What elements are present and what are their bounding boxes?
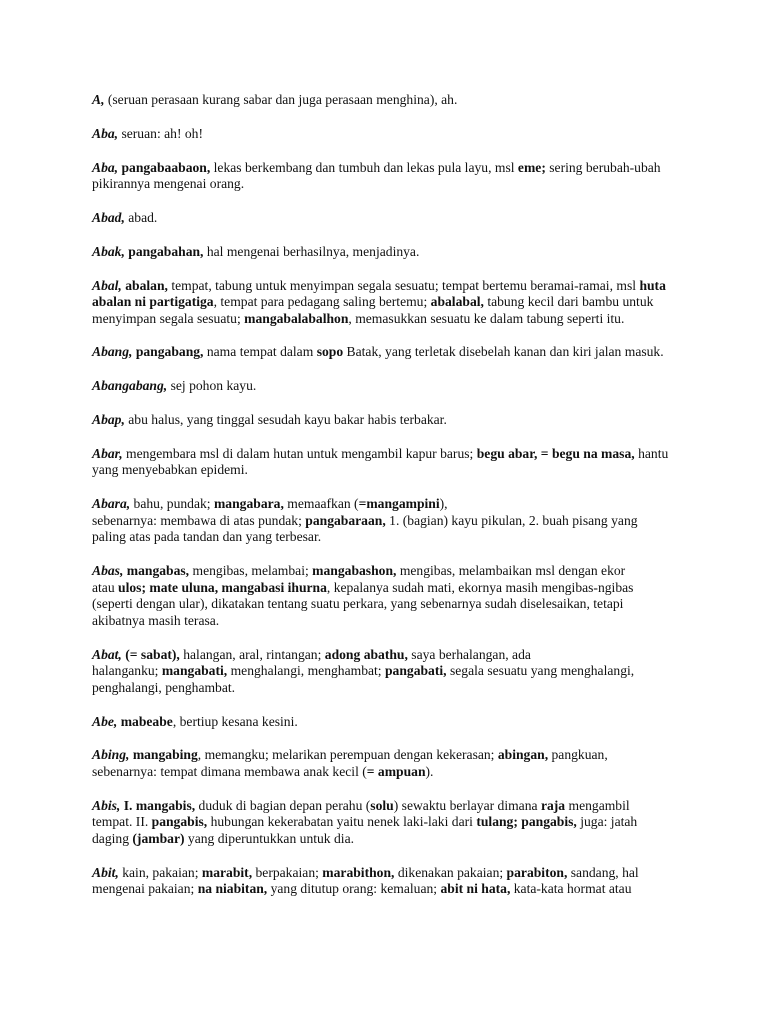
definition-text: sebenarnya: tempat dimana membawa anak kecil (: [92, 764, 367, 780]
headword: Aba,: [92, 125, 119, 141]
bold-term: mangabati,: [161, 663, 228, 679]
bold-term: pangabang,: [135, 344, 204, 360]
definition-text: tabung kecil dari bambu untuk: [483, 294, 654, 310]
definition-text: memaafkan (: [283, 496, 359, 512]
headword: Abat,: [92, 646, 122, 662]
bold-term: na niabitan,: [197, 881, 268, 897]
definition-text: pikirannya mengenai orang.: [92, 176, 245, 192]
headword: Abang,: [92, 344, 133, 360]
definition-text: akibatnya masih terasa.: [92, 612, 220, 628]
definition-text: , memasukkan sesuatu ke dalam tabung seperti itu.: [348, 310, 625, 326]
definition-text: dikenakan pakaian;: [394, 864, 507, 880]
definition-text: (seperti dengan ular), dikatakan tentang suatu perkara, yang sebenarnya sudah diselesaikan, tetapi: [92, 596, 624, 612]
definition-text: hantu: [634, 445, 669, 461]
bold-term: pangabis,: [151, 814, 208, 830]
bold-term: mangabing: [132, 747, 198, 763]
bold-term: =mangampini: [358, 496, 440, 512]
bold-term: abalan,: [125, 277, 168, 293]
entry-abap: [92, 412, 692, 429]
definition-text: paling atas pada tandan dan yang terbesar.: [92, 529, 322, 545]
bold-term: abingan,: [497, 747, 549, 763]
bold-term: mangabalabalhon: [244, 310, 349, 326]
bold-term: eme;: [517, 159, 546, 175]
definition-text: saya berhalangan, ada: [407, 646, 531, 662]
bold-term: pangabaabaon,: [121, 159, 211, 175]
definition-text: seruan: ah! oh!: [118, 125, 203, 141]
entry-aba-1: [92, 126, 692, 143]
definition-text: yang menyebabkan epidemi.: [92, 462, 248, 478]
headword: Abing,: [92, 747, 130, 763]
definition-text: bahu, pundak;: [130, 496, 214, 512]
entry-abit: [92, 865, 692, 898]
definition-text: menghalangi, menghambat;: [227, 663, 385, 679]
bold-term: mangabashon,: [312, 563, 397, 579]
bold-term: marabithon,: [322, 864, 395, 880]
definition-text: ) sewaktu berlayar dimana: [393, 797, 541, 813]
entry-abe: [92, 714, 692, 731]
definition-text: berpakaian;: [252, 864, 323, 880]
definition-text: sandang, hal: [567, 864, 639, 880]
definition-text: daging: [92, 831, 133, 847]
definition-text: ).: [425, 764, 434, 780]
bold-term: mangabara,: [213, 496, 284, 512]
bold-term: huta: [639, 277, 666, 293]
bold-term: solu: [370, 797, 394, 813]
headword: Abak,: [92, 243, 125, 259]
definition-text: lekas berkembang dan tumbuh dan lekas pula layu, msl: [210, 159, 518, 175]
entry-abat: [92, 647, 692, 697]
definition-text: halangan, aral, rintangan;: [179, 646, 325, 662]
headword: Abis,: [92, 797, 121, 813]
bold-term: (= sabat),: [125, 646, 180, 662]
entry-abak: [92, 244, 692, 261]
definition-text: nama tempat dalam: [203, 344, 317, 360]
definition-text: , kepalanya sudah mati, ekornya masih mengibas-ngibas: [326, 579, 634, 595]
definition-text: 1. (bagian) kayu pikulan, 2. buah pisang yang: [385, 512, 638, 528]
headword: Abas,: [92, 563, 124, 579]
bold-term: = ampuan: [366, 764, 426, 780]
bold-term: pangabaraan,: [305, 512, 386, 528]
definition-text: menyimpan segala sesuatu;: [92, 310, 245, 326]
definition-text: mengibas, melambai;: [189, 563, 313, 579]
definition-text: kain, pakaian;: [118, 864, 202, 880]
bold-term: mabeabe: [120, 713, 173, 729]
headword: Abit,: [92, 864, 119, 880]
definition-text: kata-kata hormat atau: [510, 881, 632, 897]
bold-term: (jambar): [132, 831, 185, 847]
bold-term: tulang; pangabis,: [476, 814, 577, 830]
bold-term: sopo: [316, 344, 344, 360]
entry-abis: [92, 798, 692, 848]
bold-term: abalan ni partigatiga: [92, 294, 214, 310]
definition-text: , memangku; melarikan perempuan dengan kekerasan;: [197, 747, 498, 763]
definition-text: hubungan kekerabatan yaitu nenek laki-laki dari: [207, 814, 477, 830]
definition-text: mengembara msl di dalam hutan untuk mengambil kapur barus;: [122, 445, 477, 461]
definition-text: , tempat para pedagang saling bertemu;: [213, 294, 431, 310]
definition-text: sej pohon kayu.: [167, 378, 257, 394]
definition-text: mengenai pakaian;: [92, 881, 198, 897]
bold-term: pangabati,: [384, 663, 447, 679]
bold-term: pangabahan,: [128, 243, 204, 259]
entry-abing: [92, 747, 692, 780]
bold-term: begu abar, = begu na masa,: [476, 445, 635, 461]
definition-text: yang diperuntukkan untuk dia.: [184, 831, 355, 847]
bold-term: mangabas,: [126, 563, 190, 579]
bold-term: I. mangabis,: [123, 797, 196, 813]
headword: Abe,: [92, 713, 118, 729]
definition-text: yang ditutup orang: kemaluan;: [267, 881, 441, 897]
entry-abad: [92, 210, 692, 227]
entry-abas: [92, 563, 692, 629]
definition-text: mengambil: [565, 797, 630, 813]
entry-a: [92, 92, 692, 109]
definition-text: sebenarnya: membawa di atas pundak;: [92, 512, 306, 528]
bold-term: abit ni hata,: [440, 881, 511, 897]
headword: A,: [92, 92, 105, 107]
dictionary-page: [92, 92, 692, 915]
definition-text: penghalangi, penghambat.: [92, 679, 236, 695]
bold-term: raja: [540, 797, 566, 813]
definition-text: halanganku;: [92, 663, 162, 679]
entry-aba-2: [92, 160, 692, 193]
definition-text: Batak, yang terletak disebelah kanan dan kiri jalan masuk.: [343, 344, 664, 360]
definition-text: tempat. II.: [92, 814, 152, 830]
bold-term: ulos; mate uluna, mangabasi ihurna: [118, 579, 327, 595]
entry-abar: [92, 446, 692, 479]
headword: Aba,: [92, 159, 119, 175]
definition-text: (seruan perasaan kurang sabar dan juga perasaan menghina), ah.: [104, 92, 458, 107]
entry-abangabang: [92, 378, 692, 395]
definition-text: mengibas, melambaikan msl dengan ekor: [396, 563, 626, 579]
definition-text: ),: [439, 496, 448, 512]
definition-text: , bertiup kesana kesini.: [172, 713, 298, 729]
entry-abang: [92, 344, 692, 361]
definition-text: atau: [92, 579, 119, 595]
definition-text: hal mengenai berhasilnya, menjadinya.: [203, 243, 420, 259]
definition-text: duduk di bagian depan perahu (: [195, 797, 371, 813]
headword: Abal,: [92, 277, 122, 293]
bold-term: parabiton,: [506, 864, 568, 880]
headword: Abangabang,: [92, 378, 168, 394]
definition-text: tempat, tabung untuk menyimpan segala sesuatu; tempat bertemu beramai-ramai, msl: [167, 277, 640, 293]
bold-term: adong abathu,: [324, 646, 408, 662]
headword: Abar,: [92, 445, 123, 461]
bold-term: abalabal,: [430, 294, 484, 310]
entry-abara: [92, 496, 692, 546]
headword: Abap,: [92, 412, 125, 428]
definition-text: pangkuan,: [548, 747, 608, 763]
definition-text: sering berubah-ubah: [545, 159, 661, 175]
bold-term: marabit,: [201, 864, 253, 880]
definition-text: juga: jatah: [576, 814, 638, 830]
headword: Abara,: [92, 496, 131, 512]
headword: Abad,: [92, 209, 125, 225]
entry-abal: [92, 278, 692, 328]
definition-text: abad.: [124, 209, 158, 225]
definition-text: abu halus, yang tinggal sesudah kayu bakar habis terbakar.: [124, 412, 447, 428]
definition-text: segala sesuatu yang menghalangi,: [446, 663, 635, 679]
